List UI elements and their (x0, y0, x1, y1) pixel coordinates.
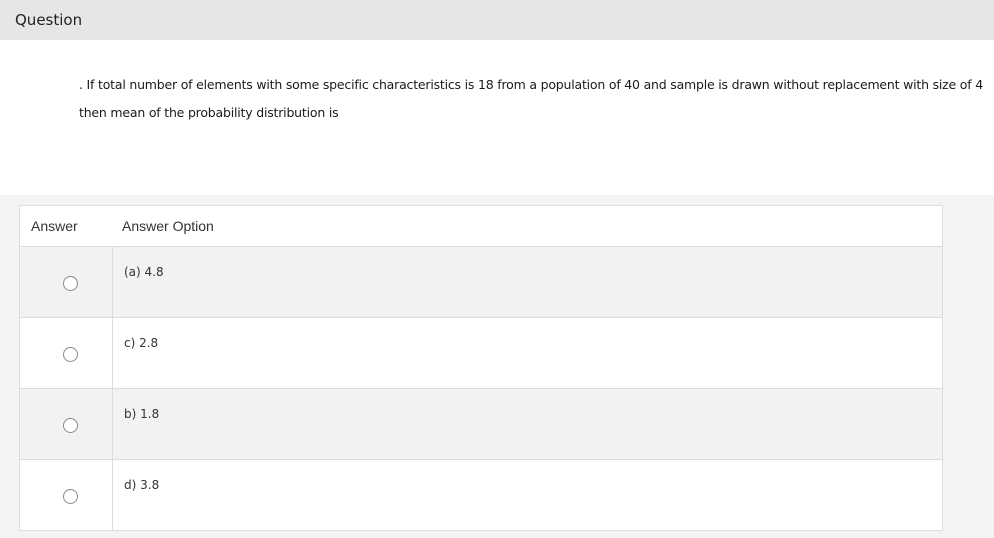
answer-row[interactable] (20, 460, 942, 530)
column-header-answer-option: Answer Option (122, 218, 214, 234)
column-divider (112, 318, 113, 388)
radio-option-c[interactable] (63, 347, 78, 362)
column-divider (112, 389, 113, 459)
table-header (20, 206, 942, 247)
option-label: (a) 4.8 (124, 265, 164, 279)
header-title: Question (15, 11, 83, 29)
question-text (79, 71, 989, 127)
radio-option-b[interactable] (63, 418, 78, 433)
option-label: c) 2.8 (124, 336, 159, 350)
question-line-1: . If total number of elements with some specific characteristics is 18 from a population of 40 and sample is drawn without replacement with size of 4 (79, 77, 983, 92)
answer-table (19, 205, 943, 531)
column-divider (112, 460, 113, 530)
option-label: d) 3.8 (124, 478, 160, 492)
option-label: b) 1.8 (124, 407, 160, 421)
column-divider (112, 247, 113, 317)
answer-row[interactable] (20, 389, 942, 460)
column-header-answer: Answer (31, 218, 78, 234)
question-header (0, 0, 994, 40)
radio-option-a[interactable] (63, 276, 78, 291)
answer-row[interactable] (20, 247, 942, 318)
radio-option-d[interactable] (63, 489, 78, 504)
question-line-2: then mean of the probability distribution is (79, 105, 339, 120)
answer-row[interactable] (20, 318, 942, 389)
question-area (0, 40, 994, 195)
